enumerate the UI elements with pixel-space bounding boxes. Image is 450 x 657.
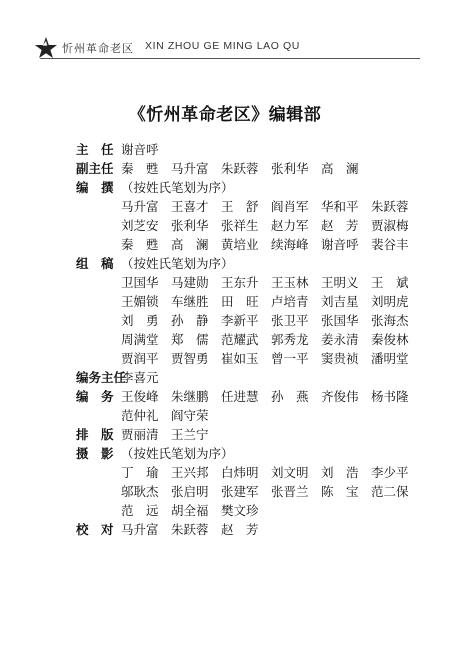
person-name: 范仲礼 bbox=[121, 408, 159, 423]
person-name: 王喜才 bbox=[171, 199, 209, 214]
person-name: 郑 儒 bbox=[171, 332, 209, 347]
person-name: 陈 宝 bbox=[321, 484, 359, 499]
person-name: 张利华 bbox=[171, 218, 209, 233]
person-name: 秦 甦 bbox=[121, 237, 159, 252]
person-name: 马升富 bbox=[121, 199, 159, 214]
person-name: 孙 燕 bbox=[271, 389, 309, 404]
person-name: 姜永清 bbox=[321, 332, 359, 347]
person-name: 张晋兰 bbox=[271, 484, 309, 499]
person-name: 朱继鹏 bbox=[171, 389, 209, 404]
person-name: 马建勋 bbox=[171, 275, 209, 290]
role-label: 摄 影 bbox=[76, 446, 114, 461]
person-name: 张启明 bbox=[171, 484, 209, 499]
name-row bbox=[121, 482, 421, 500]
person-name: 华和平 bbox=[321, 199, 359, 214]
person-name: 刘 勇 bbox=[121, 313, 159, 328]
person-name: 马升富 bbox=[121, 522, 159, 537]
role-label: 编 撰 bbox=[76, 180, 114, 195]
info-line: （按姓氏笔划为序） bbox=[121, 446, 234, 461]
person-name: 张卫平 bbox=[271, 313, 309, 328]
person-name: 朱跃蓉 bbox=[221, 161, 259, 176]
person-name: 张利华 bbox=[271, 161, 309, 176]
person-name: 刘 浩 bbox=[321, 465, 359, 480]
name-row bbox=[121, 273, 421, 291]
info-line: 贾丽清 王兰宁 bbox=[121, 427, 209, 442]
role-label: 编 务 bbox=[76, 389, 114, 404]
person-name: 刘芝安 bbox=[121, 218, 159, 233]
person-name: 胡全福 bbox=[171, 503, 209, 518]
person-name: 贾润平 bbox=[121, 351, 159, 366]
person-name: 王东升 bbox=[221, 275, 259, 290]
name-row bbox=[121, 159, 371, 177]
person-name: 赵 芳 bbox=[221, 522, 259, 537]
name-row bbox=[121, 501, 271, 519]
name-row bbox=[121, 197, 421, 215]
person-name: 杨书隆 bbox=[371, 389, 409, 404]
person-name: 刘文明 bbox=[271, 465, 309, 480]
header-cn-title: 忻州革命老区 bbox=[62, 42, 134, 55]
person-name: 马升富 bbox=[171, 161, 209, 176]
person-name: 卫国华 bbox=[121, 275, 159, 290]
role-label: 组 稿 bbox=[76, 256, 114, 271]
person-name: 邬耿杰 bbox=[121, 484, 159, 499]
person-name: 秦 甦 bbox=[121, 161, 159, 176]
person-name: 谢音呼 bbox=[321, 237, 359, 252]
person-name: 裴谷丰 bbox=[371, 237, 409, 252]
person-name: 田 旺 bbox=[221, 294, 259, 309]
name-row bbox=[121, 292, 421, 310]
person-name: 郭秀龙 bbox=[271, 332, 309, 347]
person-name: 王兴邦 bbox=[171, 465, 209, 480]
person-name: 张祥生 bbox=[221, 218, 259, 233]
person-name: 樊文珍 bbox=[221, 503, 259, 518]
role-label: 编务主任 bbox=[76, 370, 127, 385]
person-name: 潘明堂 bbox=[371, 351, 409, 366]
info-line: 李喜元 bbox=[121, 370, 159, 385]
person-name: 范耀武 bbox=[221, 332, 259, 347]
name-row bbox=[121, 406, 221, 424]
role-label: 主 任 bbox=[76, 142, 114, 157]
person-name: 王明义 bbox=[321, 275, 359, 290]
info-line: 谢音呼 bbox=[121, 142, 159, 157]
name-row bbox=[121, 349, 421, 367]
person-name: 曾一平 bbox=[271, 351, 309, 366]
person-name: 范 远 bbox=[121, 503, 159, 518]
name-row bbox=[121, 311, 421, 329]
page-title: 《忻州革命老区》编辑部 bbox=[128, 105, 322, 125]
person-name: 王俊峰 bbox=[121, 389, 159, 404]
info-line: （按姓氏笔划为序） bbox=[121, 256, 234, 271]
person-name: 阎守荣 bbox=[171, 408, 209, 423]
person-name: 朱跃蓉 bbox=[371, 199, 409, 214]
person-name: 张建军 bbox=[221, 484, 259, 499]
person-name: 范二保 bbox=[371, 484, 409, 499]
role-label: 排 版 bbox=[76, 427, 114, 442]
person-name: 秦俊林 bbox=[371, 332, 409, 347]
person-name: 齐俊伟 bbox=[321, 389, 359, 404]
person-name: 贾智勇 bbox=[171, 351, 209, 366]
person-name: 朱跃蓉 bbox=[171, 522, 209, 537]
person-name: 赵力军 bbox=[271, 218, 309, 233]
person-name: 刘明虎 bbox=[371, 294, 409, 309]
person-name: 张国华 bbox=[321, 313, 359, 328]
person-name: 贾淑梅 bbox=[371, 218, 409, 233]
person-name: 张海杰 bbox=[371, 313, 409, 328]
person-name: 高 澜 bbox=[171, 237, 209, 252]
person-name: 王媚锁 bbox=[121, 294, 159, 309]
name-row bbox=[121, 463, 421, 481]
person-name: 王 斌 bbox=[371, 275, 409, 290]
role-label: 校 对 bbox=[76, 522, 114, 537]
person-name: 窦贵祯 bbox=[321, 351, 359, 366]
name-row bbox=[121, 520, 271, 538]
person-name: 阎肖军 bbox=[271, 199, 309, 214]
header-en-title: XIN ZHOU GE MING LAO QU bbox=[145, 40, 300, 52]
name-row bbox=[121, 216, 421, 234]
role-label: 副主任 bbox=[76, 161, 114, 176]
person-name: 续海峰 bbox=[271, 237, 309, 252]
person-name: 卢培青 bbox=[271, 294, 309, 309]
name-row bbox=[121, 387, 421, 405]
person-name: 白炜明 bbox=[221, 465, 259, 480]
person-name: 黄培业 bbox=[221, 237, 259, 252]
person-name: 李新平 bbox=[221, 313, 259, 328]
person-name: 丁 瑜 bbox=[121, 465, 159, 480]
info-line: （按姓氏笔划为序） bbox=[121, 180, 234, 195]
person-name: 任进慧 bbox=[221, 389, 259, 404]
person-name: 王玉林 bbox=[271, 275, 309, 290]
person-name: 孙 静 bbox=[171, 313, 209, 328]
name-row bbox=[121, 235, 421, 253]
name-row bbox=[121, 330, 421, 348]
person-name: 李少平 bbox=[371, 465, 409, 480]
person-name: 车继胜 bbox=[171, 294, 209, 309]
person-name: 高 澜 bbox=[321, 161, 359, 176]
person-name: 王 舒 bbox=[221, 199, 259, 214]
person-name: 刘吉星 bbox=[321, 294, 359, 309]
person-name: 赵 芳 bbox=[321, 218, 359, 233]
person-name: 崔如玉 bbox=[221, 351, 259, 366]
person-name: 周满堂 bbox=[121, 332, 159, 347]
